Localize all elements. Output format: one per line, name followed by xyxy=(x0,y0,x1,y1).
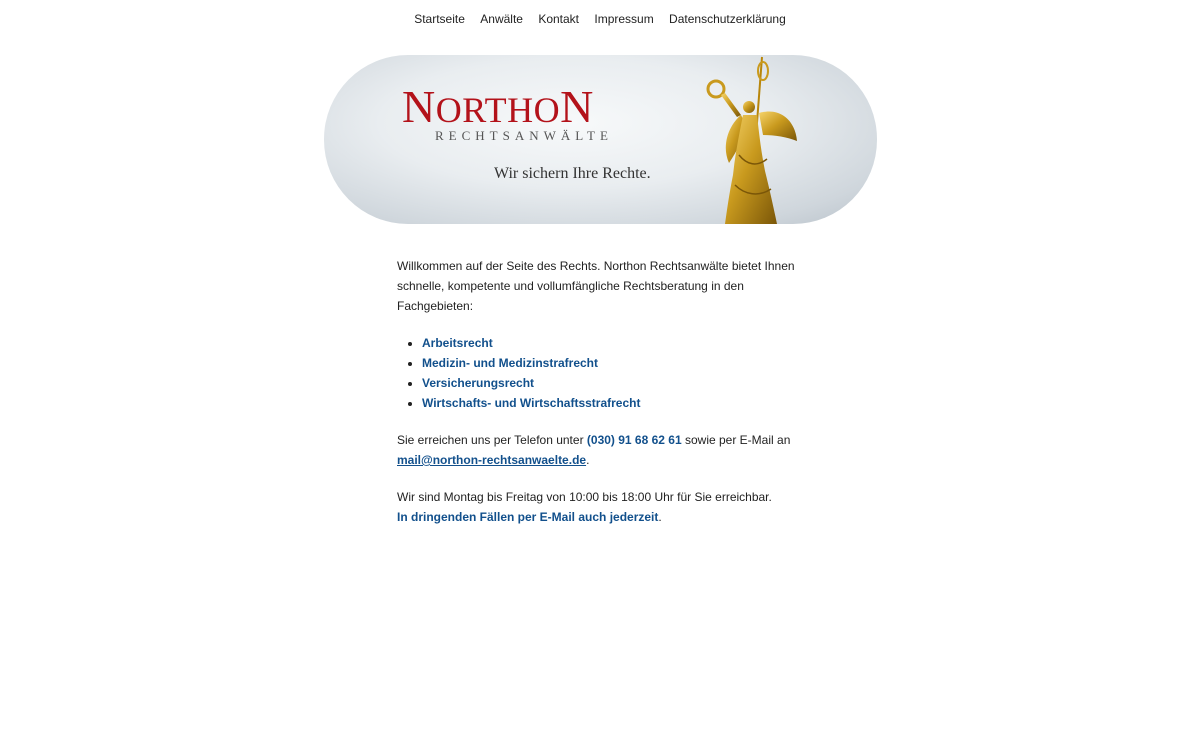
urgent-end-text: . xyxy=(658,510,662,524)
practice-areas-list xyxy=(397,333,817,413)
practice-area-medizinrecht: Medizin- und Medizinstrafrecht xyxy=(422,356,599,370)
contact-prefix-text: Sie erreichen uns per Telefon unter xyxy=(397,433,587,447)
top-navigation xyxy=(0,12,1200,26)
list-item xyxy=(422,353,817,373)
logo-letter-n-last: N xyxy=(560,81,594,132)
golden-victory-statue-icon xyxy=(699,55,809,224)
nav-link-impressum[interactable]: Impressum xyxy=(594,12,654,26)
contact-paragraph xyxy=(397,430,817,470)
contact-middle-text: sowie per E-Mail an xyxy=(681,433,791,447)
logo-letter-n-first: N xyxy=(402,81,436,132)
header-banner xyxy=(324,55,877,224)
practice-area-wirtschaftsrecht: Wirtschafts- und Wirtschaftsstrafrecht xyxy=(422,396,641,410)
urgent-note: In dringenden Fällen per E-Mail auch jederzeit xyxy=(397,510,659,524)
logo-wordmark xyxy=(402,83,594,134)
contact-end-text: . xyxy=(586,453,590,467)
opening-hours-text: Wir sind Montag bis Freitag von 10:00 bis 18:00 Uhr für Sie erreichbar. xyxy=(397,490,772,504)
nav-link-kontakt[interactable]: Kontakt xyxy=(538,12,580,26)
practice-area-arbeitsrecht: Arbeitsrecht xyxy=(422,336,493,350)
nav-link-anwaelte[interactable]: Anwälte xyxy=(480,12,523,26)
hours-paragraph xyxy=(397,487,817,527)
phone-number: (030) 91 68 62 61 xyxy=(586,433,682,447)
list-item xyxy=(422,333,817,353)
list-item xyxy=(422,393,817,413)
logo-letters-ortho: ORTHO xyxy=(435,90,561,130)
intro-text: Willkommen auf der Seite des Rechts. Northon Rechtsanwälte bietet Ihnen schnelle, kompetente und vollumfängliche Rechtsberatung in den Fachgebieten: xyxy=(397,259,795,313)
list-item xyxy=(422,373,817,393)
logo-tagline: Wir sichern Ihre Rechte. xyxy=(494,165,651,182)
practice-area-versicherungsrecht: Versicherungsrecht xyxy=(422,376,535,390)
main-content xyxy=(397,256,817,544)
email-link[interactable]: mail@northon-rechtsanwaelte.de xyxy=(397,453,587,467)
nav-link-datenschutz[interactable]: Datenschutzerklärung xyxy=(669,12,786,26)
nav-link-startseite[interactable]: Startseite xyxy=(414,12,465,26)
logo-subtitle: RECHTSANWÄLTE xyxy=(435,128,613,143)
